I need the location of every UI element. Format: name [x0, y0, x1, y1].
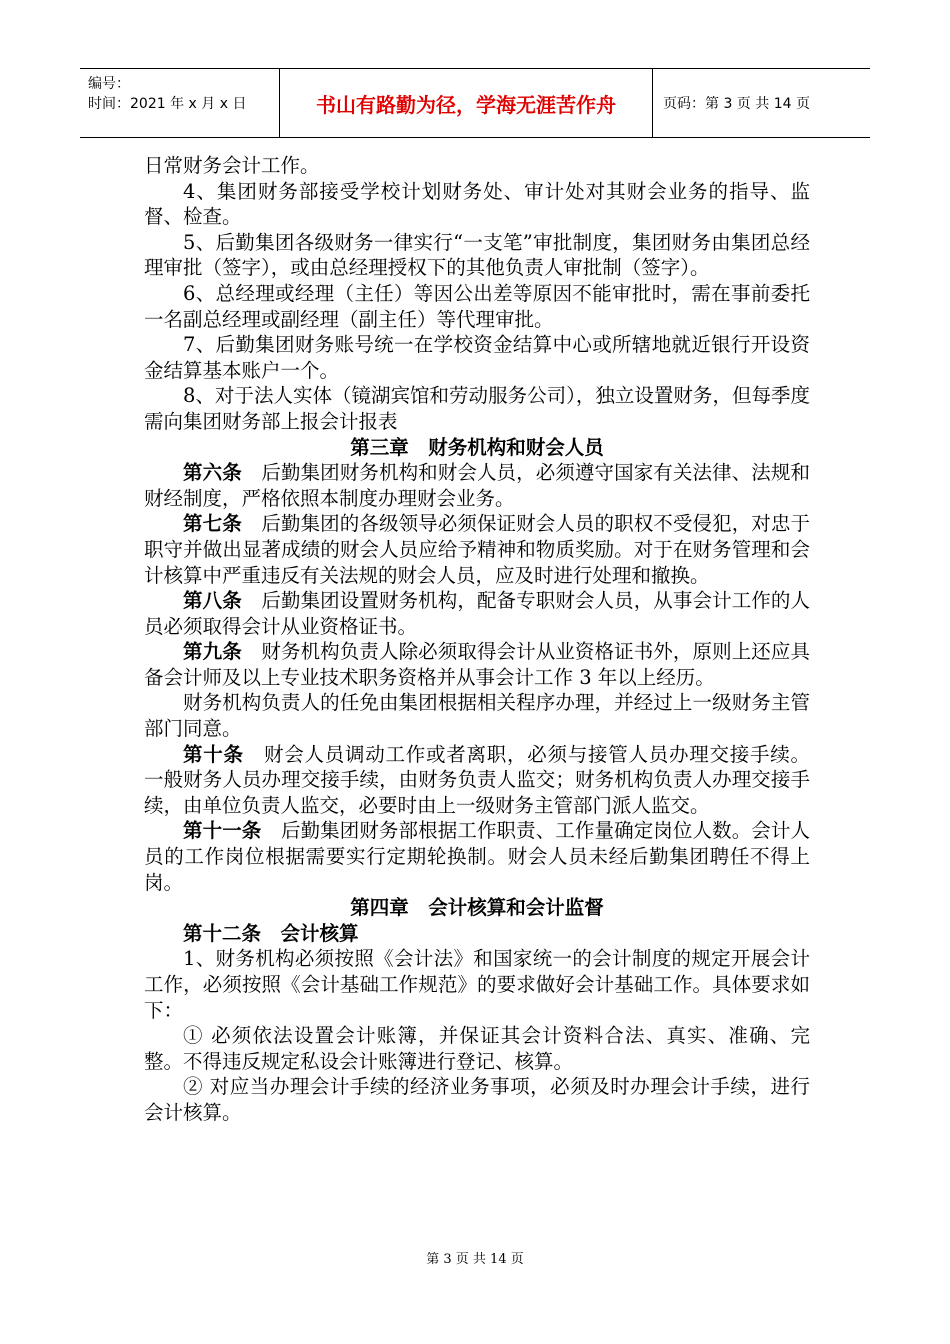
- paragraph: 财务机构负责人的任免由集团根据相关程序办理，并经过上一级财务主管部门同意。: [144, 691, 810, 741]
- article-tag: 第六条: [183, 461, 242, 485]
- paragraph: 7、后勤集团财务账号统一在学校资金结算中心或所辖地就近银行开设资金结算基本账户一个。: [144, 333, 810, 382]
- paragraph: 4、集团财务部接受学校计划财务处、审计处对其财会业务的指导、监督、检查。: [144, 179, 810, 229]
- paragraph: 6、总经理或经理（主任）等因公出差等原因不能审批时，需在事前委托一名副总经理或副经理（副主任）等代理审批。: [144, 281, 810, 331]
- article: [144, 742, 810, 819]
- article-tag: 第七条: [183, 512, 242, 536]
- page-footer: 第 3 页 共 14 页: [426, 1252, 524, 1267]
- article: [144, 588, 810, 639]
- list-item: ① 必须依法设置会计账簿，并保证其会计资料合法、真实、准确、完整。不得违反规定私设会计账簿进行登记、核算。: [144, 1024, 810, 1073]
- header-meta: [80, 69, 280, 137]
- paragraph: 日常财务会计工作。: [144, 154, 320, 177]
- paragraph: 1、财务机构必须按照《会计法》和国家统一的会计制度的规定开展会计工作，必须按照《会计基础工作规范》的要求做好会计基础工作。具体要求如下：: [144, 947, 810, 1022]
- list-item: ② 对应当办理会计手续的经济业务事项，必须及时办理会计手续，进行会计核算。: [144, 1075, 810, 1124]
- article-tag: 第十一条: [183, 819, 262, 843]
- paragraph: 5、后勤集团各级财务一律实行“一支笔”审批制度，集团财务由集团总经理审批（签字），或由总经理授权下的其他负责人审批制（签字）。: [144, 230, 810, 280]
- chapter-heading: 第四章 会计核算和会计监督: [350, 896, 604, 920]
- article-tag: 第八条: [183, 589, 242, 613]
- header-page-info: 页码：第 3 页 共 14 页: [663, 96, 810, 112]
- article-tag: 第十条: [183, 742, 244, 766]
- article-text: 后勤集团财务部根据工作职责、工作量确定岗位人数。会计人员的工作岗位根据需要实行定期轮换制。财会人员未经后勤集团聘任不得上岗。: [144, 819, 810, 894]
- doc-date-label: 时间：2021 年 x 月 x 日: [88, 96, 247, 112]
- doc-number-label: 编号：: [88, 76, 130, 92]
- article-text: 后勤集团的各级领导必须保证财会人员的职权不受侵犯，对忠于职守并做出显著成绩的财会人员应给予精神和物质奖励。对于在财务管理和会计核算中严重违反有关法规的财会人员，应及时进行处理和撤换。: [144, 512, 810, 587]
- article: [144, 818, 810, 895]
- article-title: 第十二条 会计核算: [183, 921, 359, 945]
- header-motto: 书山有路勤为径，学海无涯苦作舟: [280, 69, 653, 137]
- page-header: [80, 68, 870, 138]
- article-text: 后勤集团设置财务机构，配备专职财会人员，从事会计工作的人员必须取得会计从业资格证书。: [144, 589, 810, 638]
- paragraph: 8、对于法人实体（镜湖宾馆和劳动服务公司），独立设置财务，但每季度需向集团财务部上报会计报表: [144, 384, 810, 433]
- article: [144, 511, 810, 588]
- article-text: 财会人员调动工作或者离职，必须与接管人员办理交接手续。 一般财务人员办理交接手续，由财务负责人监交；财务机构负责人办理交接手续，由单位负责人监交，必要时由上一级财务主管部门派人监交。: [144, 742, 810, 817]
- article-text: 财务机构负责人除必须取得会计从业资格证书外，原则上还应具备会计师及以上专业技术职务资格并从事会计工作 3 年以上经历。: [144, 640, 810, 689]
- article: [144, 639, 810, 690]
- article: [144, 460, 810, 511]
- chapter-heading: 第三章 财务机构和财会人员: [350, 435, 604, 459]
- article-text: 后勤集团财务机构和财会人员，必须遵守国家有关法律、法规和财经制度，严格依照本制度办理财会业务。: [144, 461, 810, 510]
- document-body: [144, 153, 810, 1126]
- article-tag: 第九条: [183, 640, 242, 664]
